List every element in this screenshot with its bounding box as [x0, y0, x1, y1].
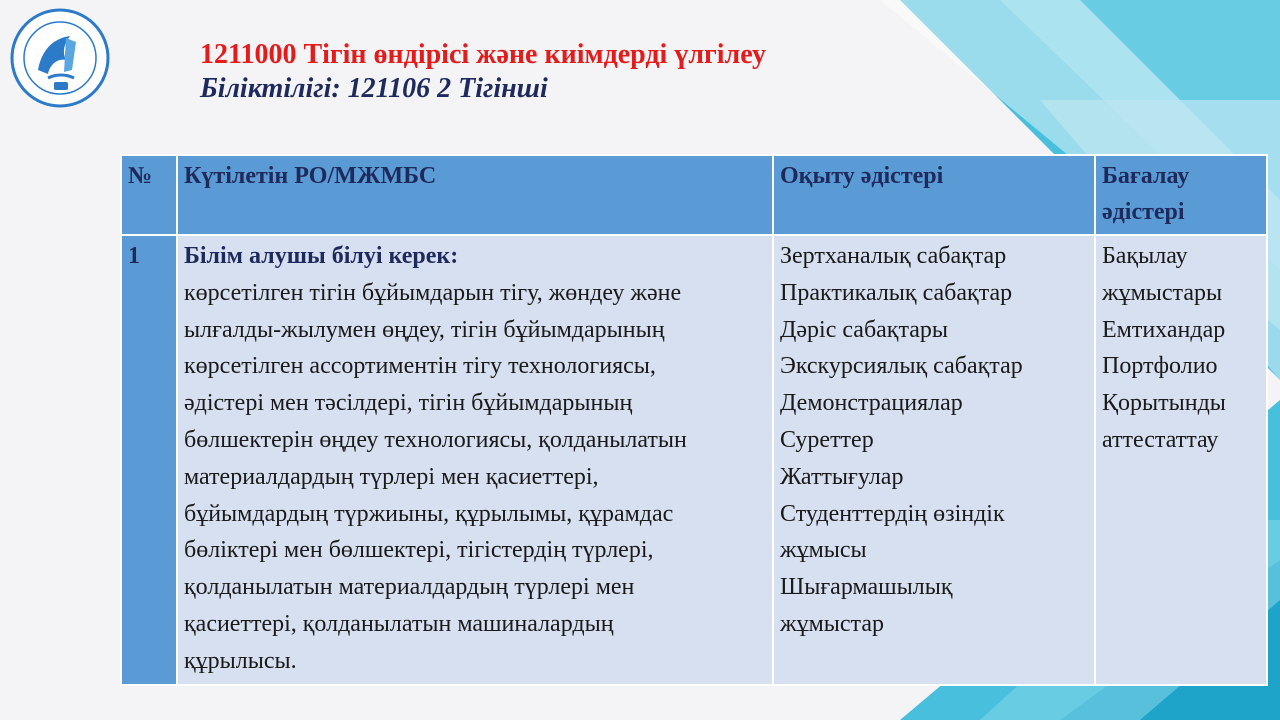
outcome-line: материалдардың түрлері мен қасиеттері, — [184, 463, 599, 490]
curriculum-table — [120, 154, 1268, 686]
teaching-method-item: Дәріс сабақтары — [780, 316, 949, 343]
assessment-methods-cell — [1095, 235, 1267, 685]
outcome-line: көрсетілген тігін бұйымдарын тігу, жөндеу және — [184, 279, 682, 306]
outcome-line: бөлшектерін өңдеу технологиясы, қолданылатын — [184, 426, 687, 453]
teaching-method-item: Суреттер — [780, 426, 874, 453]
outcome-line: құрылысы. — [184, 647, 297, 674]
header-outcomes: Күтілетін РО/МЖМБС — [177, 155, 773, 235]
outcome-line: қолданылатын материалдардың түрлері мен — [184, 574, 635, 601]
teaching-method-item: Практикалық сабақтар — [780, 279, 1013, 306]
assessment-method-item: Бақылау — [1102, 243, 1188, 269]
qualification-title: Біліктілігі: 121106 2 Тігінші — [200, 73, 548, 104]
header-teaching-methods: Оқыту әдістері — [773, 155, 1095, 235]
assessment-method-item: Емтихандар — [1102, 316, 1226, 343]
outcome-line: қасиеттері, қолданылатын машиналардың — [184, 610, 614, 637]
outcome-line: көрсетілген ассортиментін тігу технологиясы, — [184, 353, 656, 380]
outcome-line: бөліктері мен бөлшектері, тігістердің түрлері, — [184, 537, 654, 564]
teaching-method-item: Демонстрациялар — [780, 390, 963, 417]
outcome-line: ылғалды-жылумен өңдеу, тігін бұйымдарының — [184, 316, 665, 343]
title-block — [200, 38, 766, 106]
header-number: № — [121, 155, 177, 235]
assessment-method-item: Қорытынды — [1102, 390, 1226, 417]
table-row — [121, 235, 1267, 685]
outcome-line: бұйымдардың түржиыны, құрылымы, құрамдас — [184, 500, 674, 527]
row-number: 1 — [121, 235, 177, 685]
teaching-method-item: Жаттығулар — [780, 463, 904, 490]
assessment-method-item: аттестаттау — [1102, 426, 1219, 453]
teaching-method-item: Шығармашылық — [780, 574, 953, 601]
teaching-method-item: Экскурсиялық сабақтар — [780, 353, 1023, 380]
outcome-lead: Білім алушы білуі керек: — [184, 243, 459, 269]
assessment-method-item: жұмыстары — [1102, 279, 1223, 306]
teaching-methods-cell — [773, 235, 1095, 685]
college-logo — [10, 8, 110, 108]
table-header-row — [121, 155, 1267, 235]
assessment-method-item: Портфолио — [1102, 353, 1218, 380]
teaching-method-item: Зертханалық сабақтар — [780, 243, 1007, 269]
outcomes-cell — [177, 235, 773, 685]
teaching-method-item: жұмыстар — [780, 610, 884, 637]
specialty-title: 1211000 Тігін өндірісі және киімдерді үлгілеу — [200, 39, 766, 70]
teaching-method-item: жұмысы — [780, 537, 867, 564]
teaching-method-item: Студенттердің өзіндік — [780, 500, 1005, 527]
header-assessment-methods: Бағалау әдістері — [1095, 155, 1267, 235]
outcome-line: әдістері мен тәсілдері, тігін бұйымдарының — [184, 390, 633, 417]
college-emblem-icon — [10, 8, 110, 108]
